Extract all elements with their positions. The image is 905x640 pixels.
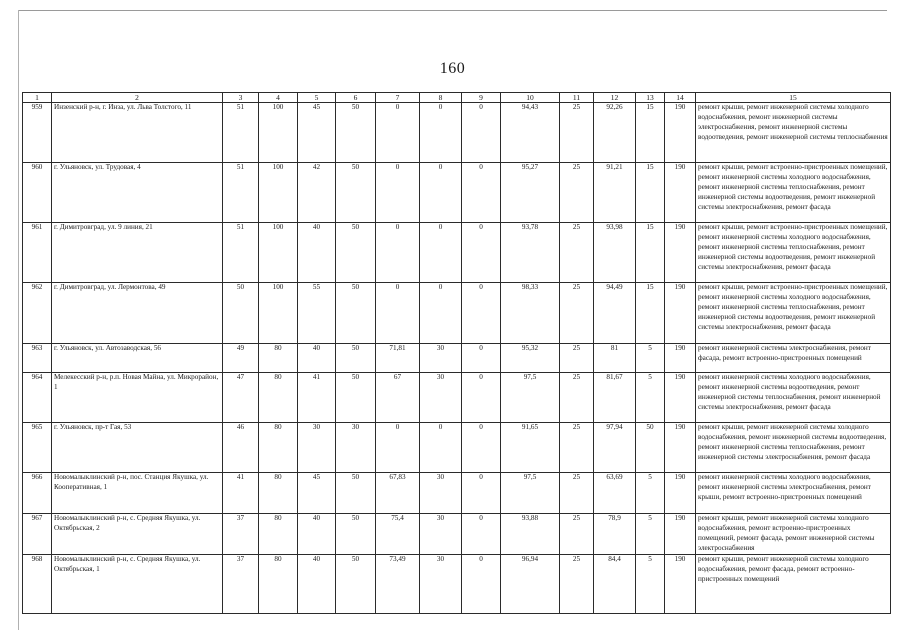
value-cell: 81 bbox=[594, 344, 636, 373]
value-cell: 95,27 bbox=[501, 163, 560, 223]
value-cell: 25 bbox=[560, 373, 594, 423]
value-cell: 46 bbox=[223, 423, 259, 473]
table-row bbox=[23, 473, 891, 514]
column-header: 12 bbox=[594, 93, 636, 103]
row-number: 965 bbox=[23, 423, 52, 473]
value-cell: 50 bbox=[336, 473, 376, 514]
table-row bbox=[23, 373, 891, 423]
row-number: 966 bbox=[23, 473, 52, 514]
column-header: 10 bbox=[501, 93, 560, 103]
value-cell: 25 bbox=[560, 473, 594, 514]
value-cell: 37 bbox=[223, 514, 259, 555]
repair-works-cell: ремонт крыши, ремонт встроенно-пристроенных помещений, ремонт инженерной системы холодного водоснабжения, ремонт инженерной системы теплоснабжения, ремонт инженерной системы водоотведения, ремонт инженерной системы электроснабжения, ремонт фасада bbox=[696, 283, 891, 344]
value-cell: 40 bbox=[298, 344, 336, 373]
value-cell: 0 bbox=[420, 103, 462, 163]
value-cell: 5 bbox=[636, 514, 665, 555]
value-cell: 100 bbox=[259, 103, 298, 163]
value-cell: 91,65 bbox=[501, 423, 560, 473]
value-cell: 93,78 bbox=[501, 223, 560, 283]
value-cell: 50 bbox=[336, 514, 376, 555]
value-cell: 25 bbox=[560, 103, 594, 163]
value-cell: 0 bbox=[420, 283, 462, 344]
value-cell: 0 bbox=[376, 423, 420, 473]
value-cell: 25 bbox=[560, 423, 594, 473]
repair-works-cell: ремонт крыши, ремонт инженерной системы холодного водоснабжения, ремонт инженерной системы водоотведения, ремонт инженерной системы теплоснабжения, ремонт инженерной системы электроснабжения, ремонт фасада bbox=[696, 423, 891, 473]
value-cell: 80 bbox=[259, 473, 298, 514]
address-cell: Мелекесский р-н, р.п. Новая Майна, ул. Микрорайон, 1 bbox=[52, 373, 223, 423]
address-cell: Новомалыклинский р-н, с. Средняя Якушка, ул. Октябрьская, 2 bbox=[52, 514, 223, 555]
table-row bbox=[23, 344, 891, 373]
value-cell: 30 bbox=[420, 555, 462, 614]
value-cell: 190 bbox=[665, 103, 696, 163]
value-cell: 0 bbox=[462, 473, 501, 514]
row-number: 962 bbox=[23, 283, 52, 344]
value-cell: 41 bbox=[223, 473, 259, 514]
value-cell: 95,32 bbox=[501, 344, 560, 373]
value-cell: 41 bbox=[298, 373, 336, 423]
value-cell: 80 bbox=[259, 344, 298, 373]
column-header: 8 bbox=[420, 93, 462, 103]
value-cell: 67 bbox=[376, 373, 420, 423]
value-cell: 40 bbox=[298, 555, 336, 614]
value-cell: 15 bbox=[636, 223, 665, 283]
column-header: 3 bbox=[223, 93, 259, 103]
value-cell: 190 bbox=[665, 373, 696, 423]
row-number: 968 bbox=[23, 555, 52, 614]
value-cell: 40 bbox=[298, 514, 336, 555]
column-header: 4 bbox=[259, 93, 298, 103]
column-header: 2 bbox=[52, 93, 223, 103]
page-left-rule bbox=[18, 10, 19, 630]
value-cell: 78,9 bbox=[594, 514, 636, 555]
repair-works-cell: ремонт инженерной системы холодного водоснабжения, ремонт инженерной системы электроснабжения, ремонт крыши, ремонт встроенно-пристроенных помещений bbox=[696, 473, 891, 514]
value-cell: 71,81 bbox=[376, 344, 420, 373]
column-header: 14 bbox=[665, 93, 696, 103]
address-cell: г. Ульяновск, ул. Автозаводская, 56 bbox=[52, 344, 223, 373]
value-cell: 30 bbox=[336, 423, 376, 473]
value-cell: 50 bbox=[336, 344, 376, 373]
value-cell: 80 bbox=[259, 423, 298, 473]
value-cell: 30 bbox=[420, 344, 462, 373]
address-cell: г. Димитровград, ул. 9 линия, 21 bbox=[52, 223, 223, 283]
value-cell: 5 bbox=[636, 473, 665, 514]
value-cell: 45 bbox=[298, 103, 336, 163]
value-cell: 25 bbox=[560, 344, 594, 373]
column-header: 15 bbox=[696, 93, 891, 103]
row-number: 963 bbox=[23, 344, 52, 373]
value-cell: 0 bbox=[462, 344, 501, 373]
column-header: 1 bbox=[23, 93, 52, 103]
column-header: 6 bbox=[336, 93, 376, 103]
value-cell: 25 bbox=[560, 163, 594, 223]
column-header: 7 bbox=[376, 93, 420, 103]
value-cell: 190 bbox=[665, 283, 696, 344]
address-cell: Инзенский р-н, г. Инза, ул. Льва Толстого, 11 bbox=[52, 103, 223, 163]
value-cell: 94,49 bbox=[594, 283, 636, 344]
value-cell: 55 bbox=[298, 283, 336, 344]
value-cell: 25 bbox=[560, 223, 594, 283]
value-cell: 50 bbox=[336, 163, 376, 223]
value-cell: 42 bbox=[298, 163, 336, 223]
value-cell: 50 bbox=[336, 373, 376, 423]
address-cell: Новомалыклинский р-н, с. Средняя Якушка, ул. Октябрьская, 1 bbox=[52, 555, 223, 614]
value-cell: 0 bbox=[462, 103, 501, 163]
address-cell: г. Димитровград, ул. Лермонтова, 49 bbox=[52, 283, 223, 344]
value-cell: 63,69 bbox=[594, 473, 636, 514]
value-cell: 50 bbox=[636, 423, 665, 473]
value-cell: 25 bbox=[560, 514, 594, 555]
row-number: 967 bbox=[23, 514, 52, 555]
table-row bbox=[23, 514, 891, 555]
value-cell: 5 bbox=[636, 555, 665, 614]
value-cell: 50 bbox=[336, 555, 376, 614]
row-number: 964 bbox=[23, 373, 52, 423]
value-cell: 97,5 bbox=[501, 473, 560, 514]
value-cell: 25 bbox=[560, 555, 594, 614]
value-cell: 190 bbox=[665, 473, 696, 514]
column-header: 9 bbox=[462, 93, 501, 103]
value-cell: 50 bbox=[336, 103, 376, 163]
repair-works-cell: ремонт инженерной системы электроснабжения, ремонт фасада, ремонт встроенно-пристроенных помещений bbox=[696, 344, 891, 373]
value-cell: 5 bbox=[636, 344, 665, 373]
value-cell: 190 bbox=[665, 344, 696, 373]
value-cell: 0 bbox=[420, 163, 462, 223]
repair-works-cell: ремонт инженерной системы холодного водоснабжения, ремонт инженерной системы водоотведения, ремонт инженерной системы теплоснабжения, ремонт инженерной системы электроснабжения, ремонт фасада bbox=[696, 373, 891, 423]
value-cell: 15 bbox=[636, 283, 665, 344]
page-top-rule bbox=[18, 10, 887, 11]
table-row bbox=[23, 423, 891, 473]
value-cell: 97,94 bbox=[594, 423, 636, 473]
value-cell: 80 bbox=[259, 555, 298, 614]
value-cell: 73,49 bbox=[376, 555, 420, 614]
value-cell: 51 bbox=[223, 223, 259, 283]
value-cell: 0 bbox=[376, 283, 420, 344]
row-number: 959 bbox=[23, 103, 52, 163]
table-row bbox=[23, 555, 891, 614]
value-cell: 80 bbox=[259, 373, 298, 423]
value-cell: 0 bbox=[462, 223, 501, 283]
value-cell: 81,67 bbox=[594, 373, 636, 423]
value-cell: 190 bbox=[665, 223, 696, 283]
table-row bbox=[23, 223, 891, 283]
value-cell: 93,88 bbox=[501, 514, 560, 555]
column-header: 5 bbox=[298, 93, 336, 103]
value-cell: 50 bbox=[223, 283, 259, 344]
value-cell: 0 bbox=[420, 223, 462, 283]
value-cell: 40 bbox=[298, 223, 336, 283]
registry-table bbox=[22, 92, 891, 614]
value-cell: 30 bbox=[420, 473, 462, 514]
value-cell: 97,5 bbox=[501, 373, 560, 423]
value-cell: 98,33 bbox=[501, 283, 560, 344]
value-cell: 0 bbox=[376, 163, 420, 223]
table-body bbox=[23, 103, 891, 614]
page-number: 160 bbox=[439, 60, 466, 77]
value-cell: 0 bbox=[376, 223, 420, 283]
row-number: 961 bbox=[23, 223, 52, 283]
value-cell: 49 bbox=[223, 344, 259, 373]
address-cell: Новомалыклинский р-н, пос. Станция Якушка, ул. Кооперативная, 1 bbox=[52, 473, 223, 514]
value-cell: 37 bbox=[223, 555, 259, 614]
value-cell: 15 bbox=[636, 163, 665, 223]
header-row bbox=[23, 93, 891, 103]
value-cell: 96,94 bbox=[501, 555, 560, 614]
value-cell: 50 bbox=[336, 283, 376, 344]
value-cell: 190 bbox=[665, 423, 696, 473]
value-cell: 93,98 bbox=[594, 223, 636, 283]
repair-works-cell: ремонт крыши, ремонт инженерной системы холодного водоснабжения, ремонт фасада, ремонт встроенно-пристроенных помещений bbox=[696, 555, 891, 614]
address-cell: г. Ульяновск, пр-т Гая, 53 bbox=[52, 423, 223, 473]
value-cell: 100 bbox=[259, 283, 298, 344]
value-cell: 0 bbox=[462, 555, 501, 614]
value-cell: 45 bbox=[298, 473, 336, 514]
value-cell: 91,21 bbox=[594, 163, 636, 223]
value-cell: 15 bbox=[636, 103, 665, 163]
value-cell: 5 bbox=[636, 373, 665, 423]
repair-works-cell: ремонт крыши, ремонт встроенно-пристроенных помещений, ремонт инженерной системы холодного водоснабжения, ремонт инженерной системы теплоснабжения, ремонт инженерной системы водоотведения, ремонт инженерной системы электроснабжения, ремонт фасада bbox=[696, 163, 891, 223]
value-cell: 0 bbox=[376, 103, 420, 163]
value-cell: 75,4 bbox=[376, 514, 420, 555]
value-cell: 51 bbox=[223, 103, 259, 163]
value-cell: 100 bbox=[259, 223, 298, 283]
value-cell: 30 bbox=[420, 514, 462, 555]
value-cell: 50 bbox=[336, 223, 376, 283]
value-cell: 190 bbox=[665, 163, 696, 223]
value-cell: 100 bbox=[259, 163, 298, 223]
value-cell: 30 bbox=[298, 423, 336, 473]
value-cell: 92,26 bbox=[594, 103, 636, 163]
row-number: 960 bbox=[23, 163, 52, 223]
value-cell: 84,4 bbox=[594, 555, 636, 614]
value-cell: 0 bbox=[462, 423, 501, 473]
value-cell: 30 bbox=[420, 373, 462, 423]
column-header: 11 bbox=[560, 93, 594, 103]
repair-works-cell: ремонт крыши, ремонт инженерной системы холодного водоснабжения, ремонт встроенно-пристроенных помещений, ремонт фасада, ремонт инженерной системы электроснабжения bbox=[696, 514, 891, 555]
value-cell: 190 bbox=[665, 514, 696, 555]
table-row bbox=[23, 283, 891, 344]
value-cell: 0 bbox=[462, 283, 501, 344]
value-cell: 25 bbox=[560, 283, 594, 344]
value-cell: 0 bbox=[462, 514, 501, 555]
table-row bbox=[23, 103, 891, 163]
value-cell: 0 bbox=[462, 373, 501, 423]
address-cell: г. Ульяновск, ул. Трудовая, 4 bbox=[52, 163, 223, 223]
value-cell: 67,83 bbox=[376, 473, 420, 514]
column-header: 13 bbox=[636, 93, 665, 103]
value-cell: 47 bbox=[223, 373, 259, 423]
value-cell: 94,43 bbox=[501, 103, 560, 163]
repair-works-cell: ремонт крыши, ремонт инженерной системы холодного водоснабжения, ремонт инженерной системы электроснабжения, ремонт инженерной системы водоотведения, ремонт инженерной системы теплоснабжения bbox=[696, 103, 891, 163]
value-cell: 0 bbox=[420, 423, 462, 473]
value-cell: 190 bbox=[665, 555, 696, 614]
repair-works-cell: ремонт крыши, ремонт встроенно-пристроенных помещений, ремонт инженерной системы холодного водоснабжения, ремонт инженерной системы теплоснабжения, ремонт инженерной системы водоотведения, ремонт инженерной системы электроснабжения, ремонт фасада bbox=[696, 223, 891, 283]
table-row bbox=[23, 163, 891, 223]
value-cell: 0 bbox=[462, 163, 501, 223]
value-cell: 80 bbox=[259, 514, 298, 555]
value-cell: 51 bbox=[223, 163, 259, 223]
